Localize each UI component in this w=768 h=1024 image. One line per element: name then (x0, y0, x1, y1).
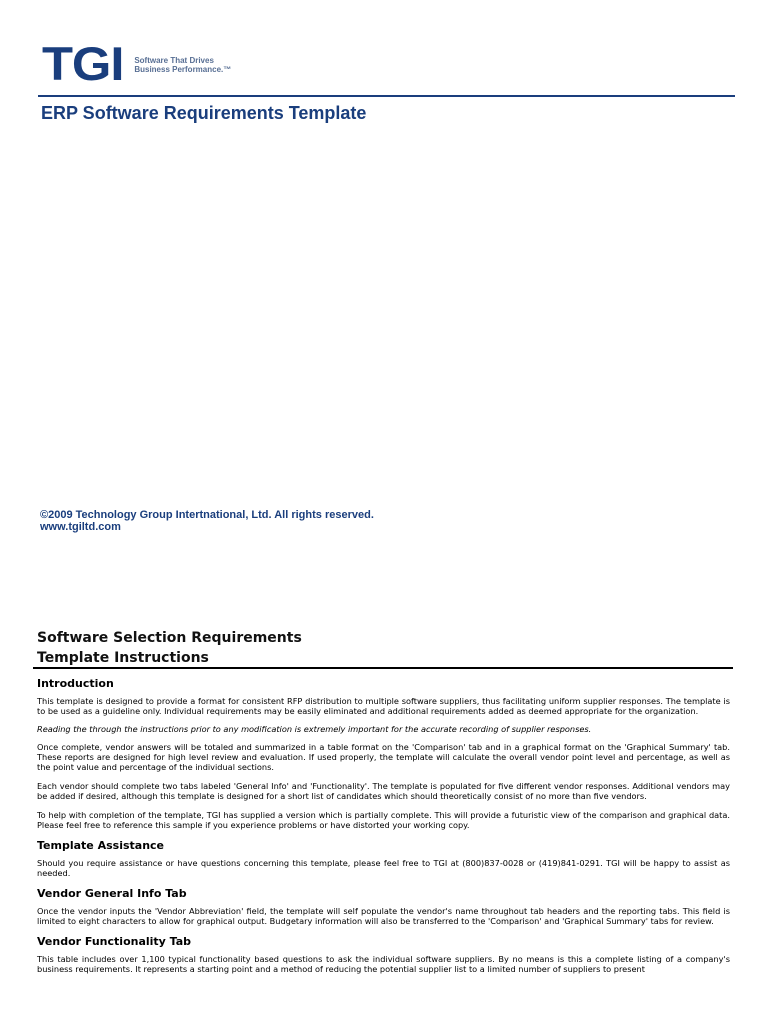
general-info-paragraph: Once the vendor inputs the 'Vendor Abbreviation' field, the template will self populate the vendor's name throughout tab headers and the reporting tabs. This field is limited to eight characters to allow for graphical output. Budgetary information will also be transferred to the 'Comparison' and 'Graphical Summary' tabs for review. (37, 906, 730, 926)
logo-mark: TGI (42, 37, 124, 90)
introduction-paragraph-4: Each vendor should complete two tabs labeled 'General Info' and 'Functionality'. The template is populated for five different vendor responses. Additional vendors may be added if desired, although this template is designed for a short list of candidates which should theoretically consist of no more than five vendors. (37, 781, 730, 801)
section-heading-general-info: Vendor General Info Tab (37, 887, 187, 900)
instructions-divider (33, 667, 733, 669)
introduction-paragraph-5: To help with completion of the template, TGI has supplied a version which is partially complete. This will provide a futuristic view of the comparison and graphical data. Please feel free to reference this sample if you experience problems or have distorted your working copy. (37, 810, 730, 830)
functionality-paragraph: This table includes over 1,100 typical functionality based questions to ask the individual software suppliers. By no means is this a complete listing of a company's business requirements. It represents a starting point and a method of reducing the potential supplier list to a limited number of suppliers to present (37, 954, 730, 974)
section-heading-introduction: Introduction (37, 677, 114, 690)
section-heading-template-assistance: Template Assistance (37, 839, 164, 852)
logo-tagline (134, 56, 231, 74)
assistance-paragraph: Should you require assistance or have questions concerning this template, please feel free to TGI at (800)837-0028 or (419)841-0291. TGI will be happy to assist as needed. (37, 858, 730, 878)
document-title: ERP Software Requirements Template (41, 103, 367, 123)
tgi-logo (42, 37, 232, 90)
cover-divider (38, 95, 735, 97)
logo-tagline-line1: Software That Drives (134, 56, 214, 65)
instructions-title-line1: Software Selection Requirements (37, 630, 302, 646)
website-link[interactable]: www.tgiltd.com (40, 521, 121, 533)
section-heading-functionality: Vendor Functionality Tab (37, 935, 192, 948)
introduction-paragraph-3: Once complete, vendor answers will be totaled and summarized in a table format on the 'Comparison' tab and in a graphical format on the 'Graphical Summary' tab. These reports are designed for high level review and evaluation. If used properly, the template will calculate the overall vendor point level and percentage, as well as the point value and percentage of the individual sections. (37, 742, 730, 772)
instructions-body (37, 677, 730, 982)
instructions-title-line2: Template Instructions (37, 650, 209, 666)
copyright-notice: ©2009 Technology Group Intertnational, Ltd. All rights reserved. (40, 509, 374, 521)
logo-tagline-line2: Business Performance.™ (134, 65, 232, 74)
copyright-block (40, 509, 374, 533)
introduction-paragraph-2: Reading the through the instructions prior to any modification is extremely important for the accurate recording of supplier responses. (37, 724, 592, 734)
introduction-paragraph-1: This template is designed to provide a format for consistent RFP distribution to multiple software suppliers, thus facilitating uniform supplier responses. The template is to be used as a guideline only. Individual requirements may be easily eliminated and additional requirements added as deemed appropriate for the organization. (37, 696, 730, 716)
instructions-title (37, 628, 302, 668)
